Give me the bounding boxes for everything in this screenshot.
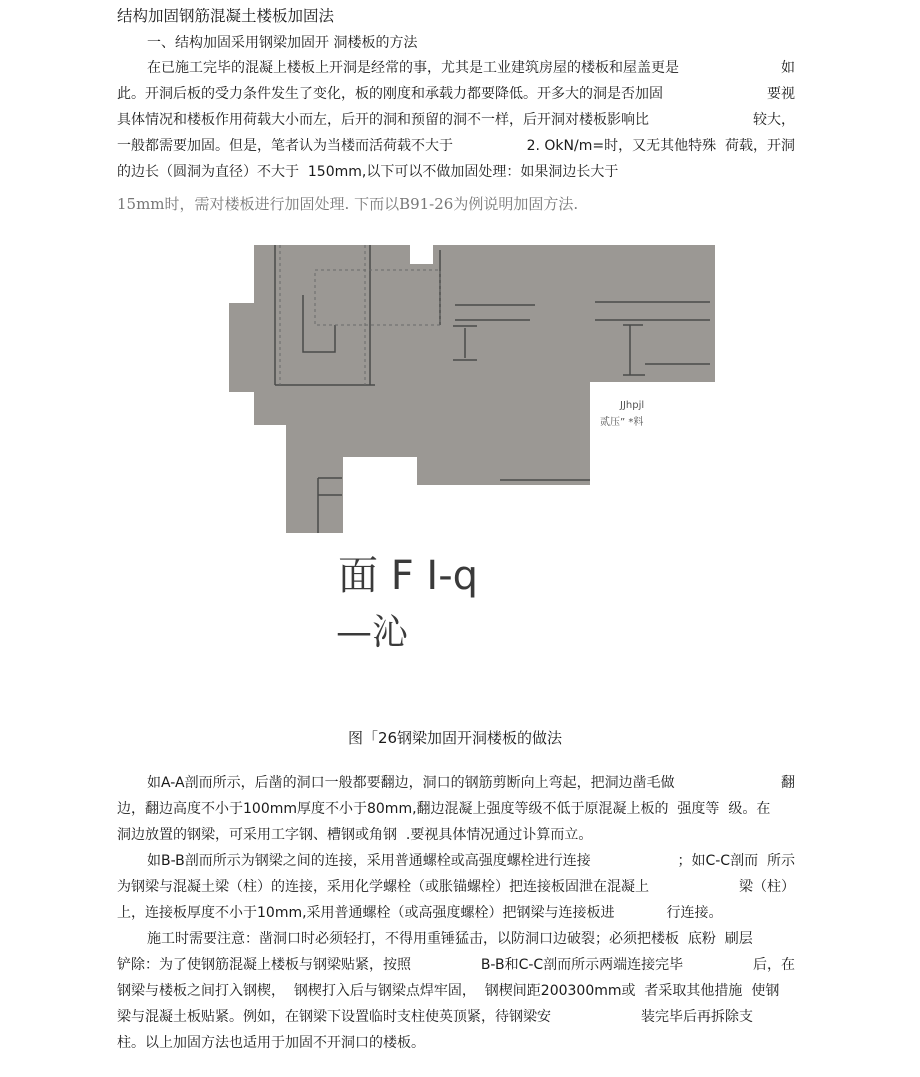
text-segment: 一般都需要加固。但是，笔者认为当楼而活荷载不大于 [117,138,453,154]
text-line [117,1007,795,1027]
text-segment: 洞边放置的钢梁，可采用工字钢、槽钢或角钢 .要视具体情况通过讣算而立。 [117,827,593,843]
text-segment: 的边长（圆洞为直径）不大于 150mm,以下可以不做加固处理：如果洞边长大于 [117,164,619,180]
text-line [117,929,795,949]
figure-ocr-text-2: —沁 [336,612,409,653]
text-segment: 边，翻边高度不小于100mm厚度不小于80mm,翻边混凝上强度等级不低于原混凝上板的 强度等 级。在 [117,801,771,817]
text-line [117,825,795,845]
text-segment: 装完毕后再拆除支 [641,1009,753,1025]
document-title: 结构加固钢筋混凝土楼板加固法 [117,7,335,25]
text-segment: 铲除：为了使钢筋混凝上楼板与钢梁贴紧，按照 [117,957,411,973]
figure-label-2: 贰压” *料 [600,417,644,428]
beam-section-drawing [225,240,725,540]
text-line [117,903,795,923]
text-segment: B-B和C-C剖而所示两端连接完毕 [480,957,684,973]
text-segment: 梁（柱） [739,879,795,895]
text-segment: 翻 [781,775,795,791]
text-segment: 如 [781,60,795,76]
text-segment: 施工时需要注意：凿洞口时必须轻打，不得用重锤猛击，以防洞口边破裂；必须把楼板 底粉 刷层 [147,931,753,947]
text-segment: 具体情况和楼板作用荷载大小而左，后开的洞和预留的洞不一样，后开洞对楼板影响比 [117,112,649,128]
text-segment: 在已施工完毕的混凝上楼板上开洞是经常的事，尤其是工业建筑房屋的楼板和屋盖更是 [147,60,679,76]
text-line [117,162,795,182]
text-line [117,110,795,130]
section-heading: 一、结构加固采用钢梁加固开 洞楼板的方法 [147,35,418,51]
text-segment: 如A-A剖而所示，后凿的洞口一般都要翻边，洞口的钢筋剪断向上弯起，把洞边凿毛做 [147,775,675,791]
text-segment: 柱。以上加固方法也适用于加固不开洞口的楼板。 [117,1035,425,1051]
text-line [117,1033,795,1053]
text-line [117,981,795,1001]
text-segment: 如B-B剖而所示为钢梁之间的连接，采用普通螺栓或高强度螺栓进行连接 [147,853,591,869]
text-segment: 为钢梁与混凝土梁（柱）的连接，采用化学螺栓（或胀锚螺栓）把连接板固泄在混凝上 [117,879,649,895]
text-segment: 钢梁与楼板之间打入钢楔， 钢楔打入后与钢梁点焊牢固， 钢楔间距200300mm或 者采取其他措施 使钢 [117,983,780,999]
text-segment: 后，在 [753,957,795,973]
text-line [117,194,795,214]
text-segment: 此。开洞后板的受力条件发生了变化，板的刚度和承载力都要降低。开多大的洞是否加固 [117,86,663,102]
figure-ocr-text-1: 面 F I-q [338,553,479,599]
text-line [117,851,795,871]
text-line [117,84,795,104]
text-segment: 行连接。 [666,905,723,921]
text-line [117,136,795,156]
text-line [117,955,795,975]
text-segment: 15mm时，需对楼板进行加固处理. 下而以B91-26为例说明加固方法. [117,195,579,213]
text-segment: 2. OkN/m=时，又无其他特殊 荷载，开洞 [526,138,795,154]
text-segment: 要视 [767,86,795,102]
text-line [117,58,795,78]
text-segment: 上，连接板厚度不小于10mm,采用普通螺栓（或高强度螺栓）把钢梁与连接板进 [117,905,615,921]
text-segment: ；如C-C剖而 所示 [677,853,795,869]
figure-caption: 图「26钢梁加固开洞楼板的做法 [347,729,563,747]
text-line [117,799,795,819]
text-line [117,877,795,897]
text-segment: 梁与混凝土板贴紧。例如，在钢梁下设置临时支柱使英顶紧，待钢梁安 [117,1009,551,1025]
figure-label-1: JJhpjl [620,400,645,411]
text-line [117,773,795,793]
text-segment: 较大， [753,112,795,128]
